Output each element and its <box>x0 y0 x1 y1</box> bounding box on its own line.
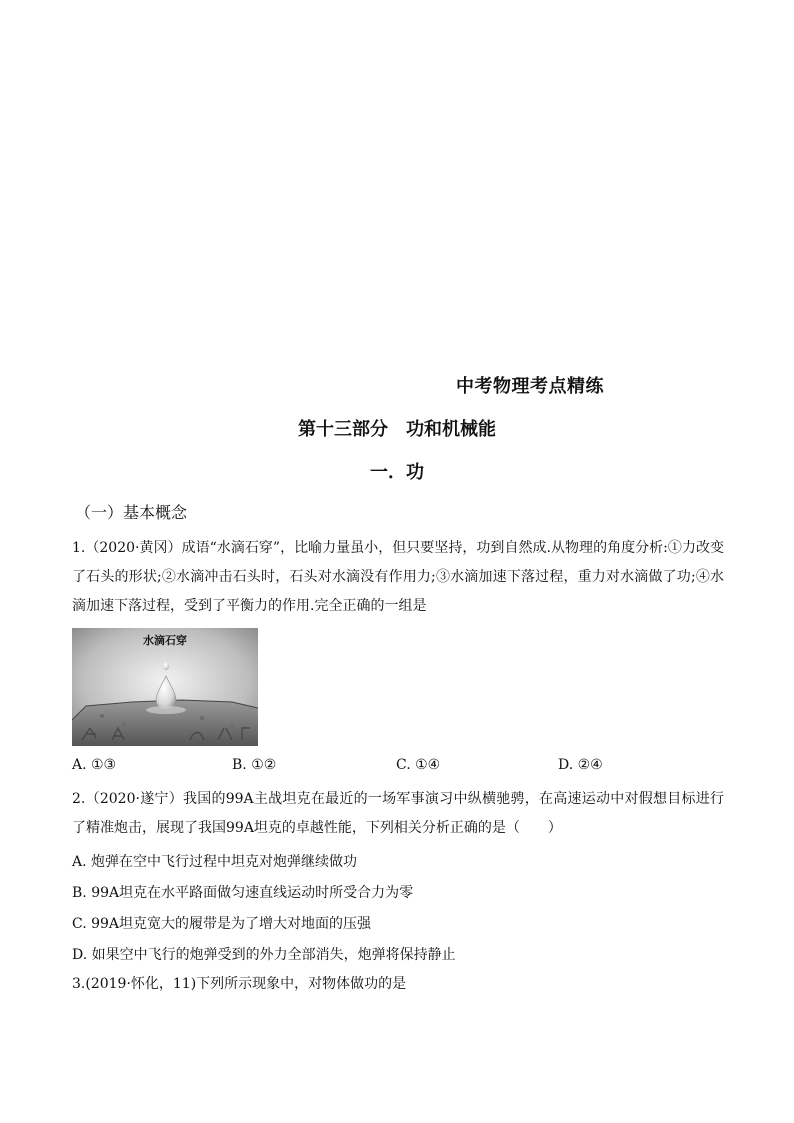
question-2-text: 2.（2020·遂宁）我国的99A主战坦克在最近的一场军事演习中纵横驰骋，在高速运动中对假想目标进行了精准炮击，展现了我国99A坦克的卓越性能，下列相关分析正确的是（ ） <box>72 791 724 836</box>
water-drop-stone-figure <box>72 628 258 746</box>
q2-option-b: B. 99A坦克在水平路面做匀速直线运动时所受合力为零 <box>72 885 414 901</box>
q2-option-c: C. 99A坦克宽大的履带是为了增大对地面的压强 <box>72 916 372 932</box>
q1-option-c: C. ①④ <box>396 757 441 773</box>
question-3-text: 3.(2019·怀化，11)下列所示现象中，对物体做功的是 <box>72 976 407 992</box>
section-title: 一．功 <box>370 462 424 483</box>
q2-option-a: A. 炮弹在空中飞行过程中坦克对炮弹继续做功 <box>72 854 358 870</box>
question-1-text: 1.（2020·黄冈）成语“水滴石穿”，比喻力量虽小，但只要坚持，功到自然成.从物理的角度分析:①力改变了石头的形状;②水滴冲击石头时，石头对水滴没有作用力;③水滴加速下落过程，重力对水滴做了功;④水滴加速下落过程，受到了平衡力的作用.完全正确的一组是 <box>72 540 724 614</box>
q2-option-d: D. 如果空中飞行的炮弹受到的外力全部消失，炮弹将保持静止 <box>72 947 456 963</box>
part-title: 第十三部分 功和机械能 <box>298 419 496 440</box>
figure-caption: 水滴石穿 <box>143 634 187 647</box>
q1-option-b: B. ①② <box>232 757 277 773</box>
q1-option-d: D. ②④ <box>558 757 603 773</box>
series-title: 中考物理考点精练 <box>456 376 604 397</box>
q1-option-a: A. ①③ <box>72 757 117 773</box>
subsection-title: （一）基本概念 <box>75 503 188 522</box>
